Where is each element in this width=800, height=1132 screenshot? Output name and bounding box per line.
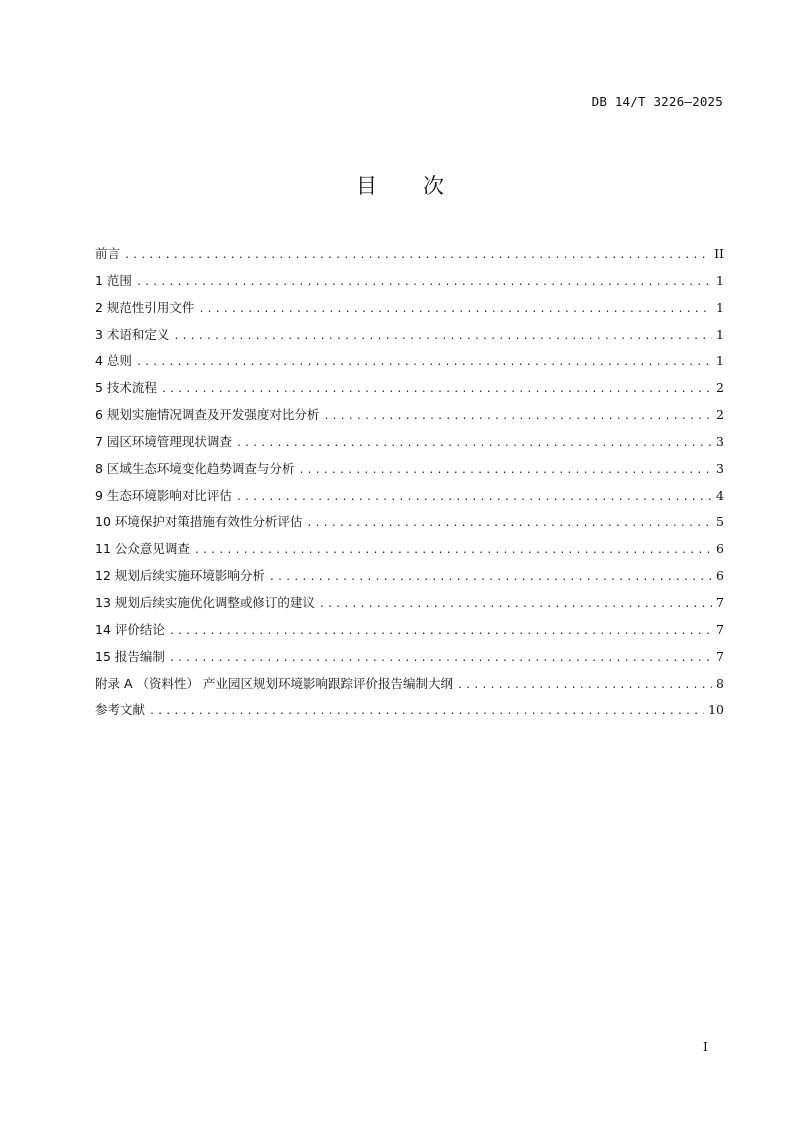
table-of-contents: [95, 241, 724, 724]
toc-leader-dots: [323, 404, 712, 431]
toc-entry-appendix-a[interactable]: [95, 671, 724, 698]
toc-page-number: 1: [716, 299, 724, 315]
toc-leader-dots: [169, 646, 712, 673]
title-char-2: 次: [423, 174, 444, 198]
toc-label: 8 区域生态环境变化趋势调查与分析: [95, 460, 295, 476]
toc-label: 5 技术流程: [95, 380, 157, 396]
toc-label: 7 园区环境管理现状调查: [95, 433, 232, 449]
toc-leader-dots: [269, 565, 712, 592]
standard-code: DB 14/T 3226—2025: [591, 94, 723, 109]
toc-page-number: 6: [716, 568, 724, 584]
toc-page-number: 3: [716, 433, 724, 449]
toc-page-number: 6: [716, 541, 724, 557]
toc-label: 附录 A （资料性） 产业园区规划环境影响跟踪评价报告编制大纲: [95, 675, 453, 691]
toc-page-number: 7: [716, 594, 724, 610]
toc-label: 12 规划后续实施环境影响分析: [95, 568, 265, 584]
toc-leader-dots: [319, 592, 712, 619]
toc-label: 参考文献: [95, 702, 146, 718]
toc-leader-dots: [306, 511, 712, 538]
toc-page-number: 10: [708, 702, 724, 718]
toc-entry-6[interactable]: [95, 402, 724, 429]
toc-entry-15[interactable]: [95, 644, 724, 671]
toc-page-number: 4: [716, 487, 724, 503]
toc-entry-13[interactable]: [95, 590, 724, 617]
toc-leader-dots: [298, 458, 712, 485]
toc-label: 2 规范性引用文件: [95, 299, 195, 315]
toc-label: 前言: [95, 246, 121, 261]
toc-entry-10[interactable]: [95, 509, 724, 536]
toc-page-number: 1: [716, 353, 724, 369]
toc-label: 1 范围: [95, 272, 132, 288]
toc-page-number: 7: [716, 648, 724, 664]
toc-label: 3 术语和定义: [95, 326, 170, 342]
toc-leader-dots: [136, 350, 712, 377]
toc-leader-dots: [236, 485, 712, 512]
toc-entry-7[interactable]: [95, 429, 724, 456]
toc-entry-5[interactable]: [95, 375, 724, 402]
toc-leader-dots: [124, 243, 710, 270]
toc-label: 13 规划后续实施优化调整或修订的建议: [95, 594, 315, 610]
toc-label: 4 总则: [95, 353, 132, 369]
toc-page-number: 2: [716, 407, 724, 423]
toc-entry-8[interactable]: [95, 456, 724, 483]
toc-leader-dots: [161, 377, 712, 404]
toc-entry-4[interactable]: [95, 348, 724, 375]
toc-page-number: 5: [716, 514, 724, 530]
toc-page-number: 8: [716, 675, 724, 691]
toc-entry-11[interactable]: [95, 536, 724, 563]
toc-label: 10 环境保护对策措施有效性分析评估: [95, 514, 303, 530]
toc-entry-preface[interactable]: [95, 241, 724, 268]
toc-page-number: 1: [716, 326, 724, 342]
toc-page-number: 3: [716, 460, 724, 476]
toc-label: 11 公众意见调查: [95, 541, 190, 557]
toc-entry-2[interactable]: [95, 295, 724, 322]
toc-page-number: 7: [716, 621, 724, 637]
toc-page-number: 2: [716, 380, 724, 396]
toc-leader-dots: [236, 431, 712, 458]
toc-leader-dots: [173, 324, 712, 351]
toc-leader-dots: [198, 297, 712, 324]
toc-page-number: 1: [716, 272, 724, 288]
toc-label: 14 评价结论: [95, 621, 165, 637]
toc-leader-dots: [194, 538, 712, 565]
toc-entry-references[interactable]: [95, 697, 724, 724]
page-title: [0, 170, 800, 200]
toc-entry-12[interactable]: [95, 563, 724, 590]
toc-label: 6 规划实施情况调查及开发强度对比分析: [95, 407, 320, 423]
toc-entry-1[interactable]: [95, 268, 724, 295]
toc-leader-dots: [457, 673, 712, 700]
toc-leader-dots: [136, 270, 712, 297]
title-char-1: 目: [356, 174, 377, 198]
toc-page-number: II: [714, 246, 724, 261]
toc-entry-14[interactable]: [95, 617, 724, 644]
toc-label: 9 生态环境影响对比评估: [95, 487, 232, 503]
toc-entry-3[interactable]: [95, 322, 724, 349]
toc-label: 15 报告编制: [95, 648, 165, 664]
toc-entry-9[interactable]: [95, 483, 724, 510]
toc-leader-dots: [169, 619, 712, 646]
page-number: I: [703, 1040, 708, 1054]
toc-leader-dots: [149, 699, 704, 726]
